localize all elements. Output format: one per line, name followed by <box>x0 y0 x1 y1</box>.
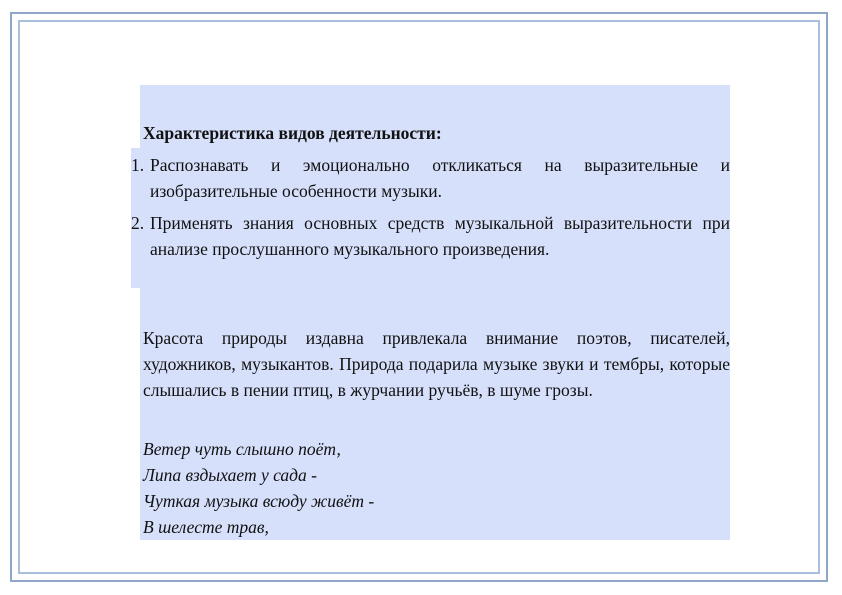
section-heading: Характеристика видов деятельности: <box>143 123 442 143</box>
poem-line: В шелесте трав, <box>143 517 269 537</box>
list-item-text: Применять знания основных средств музыкальной выразительности при анализе прослушанного музыкального произведения. <box>150 213 730 259</box>
poem-line: Липа вздыхает у сада - <box>143 465 317 485</box>
list-item <box>131 152 730 204</box>
poem-line: Чуткая музыка всюду живёт - <box>143 491 375 511</box>
poem <box>143 436 730 540</box>
list-item <box>131 210 730 262</box>
poem-line: Ветер чуть слышно поёт, <box>143 439 341 459</box>
body-paragraph: Красота природы издавна привлекала внимание поэтов, писателей, художников, музыкантов. Природа подарила музыке звуки и тембры, которые слышались в пении птиц, в журчании ручьёв, в шуме грозы. <box>143 328 730 400</box>
activity-list <box>131 152 730 268</box>
list-item-number: 2. <box>131 213 145 233</box>
list-item-number: 1. <box>131 155 145 175</box>
list-item-text: Распознавать и эмоционально откликаться на выразительные и изобразительные особенности музыки. <box>150 155 730 201</box>
